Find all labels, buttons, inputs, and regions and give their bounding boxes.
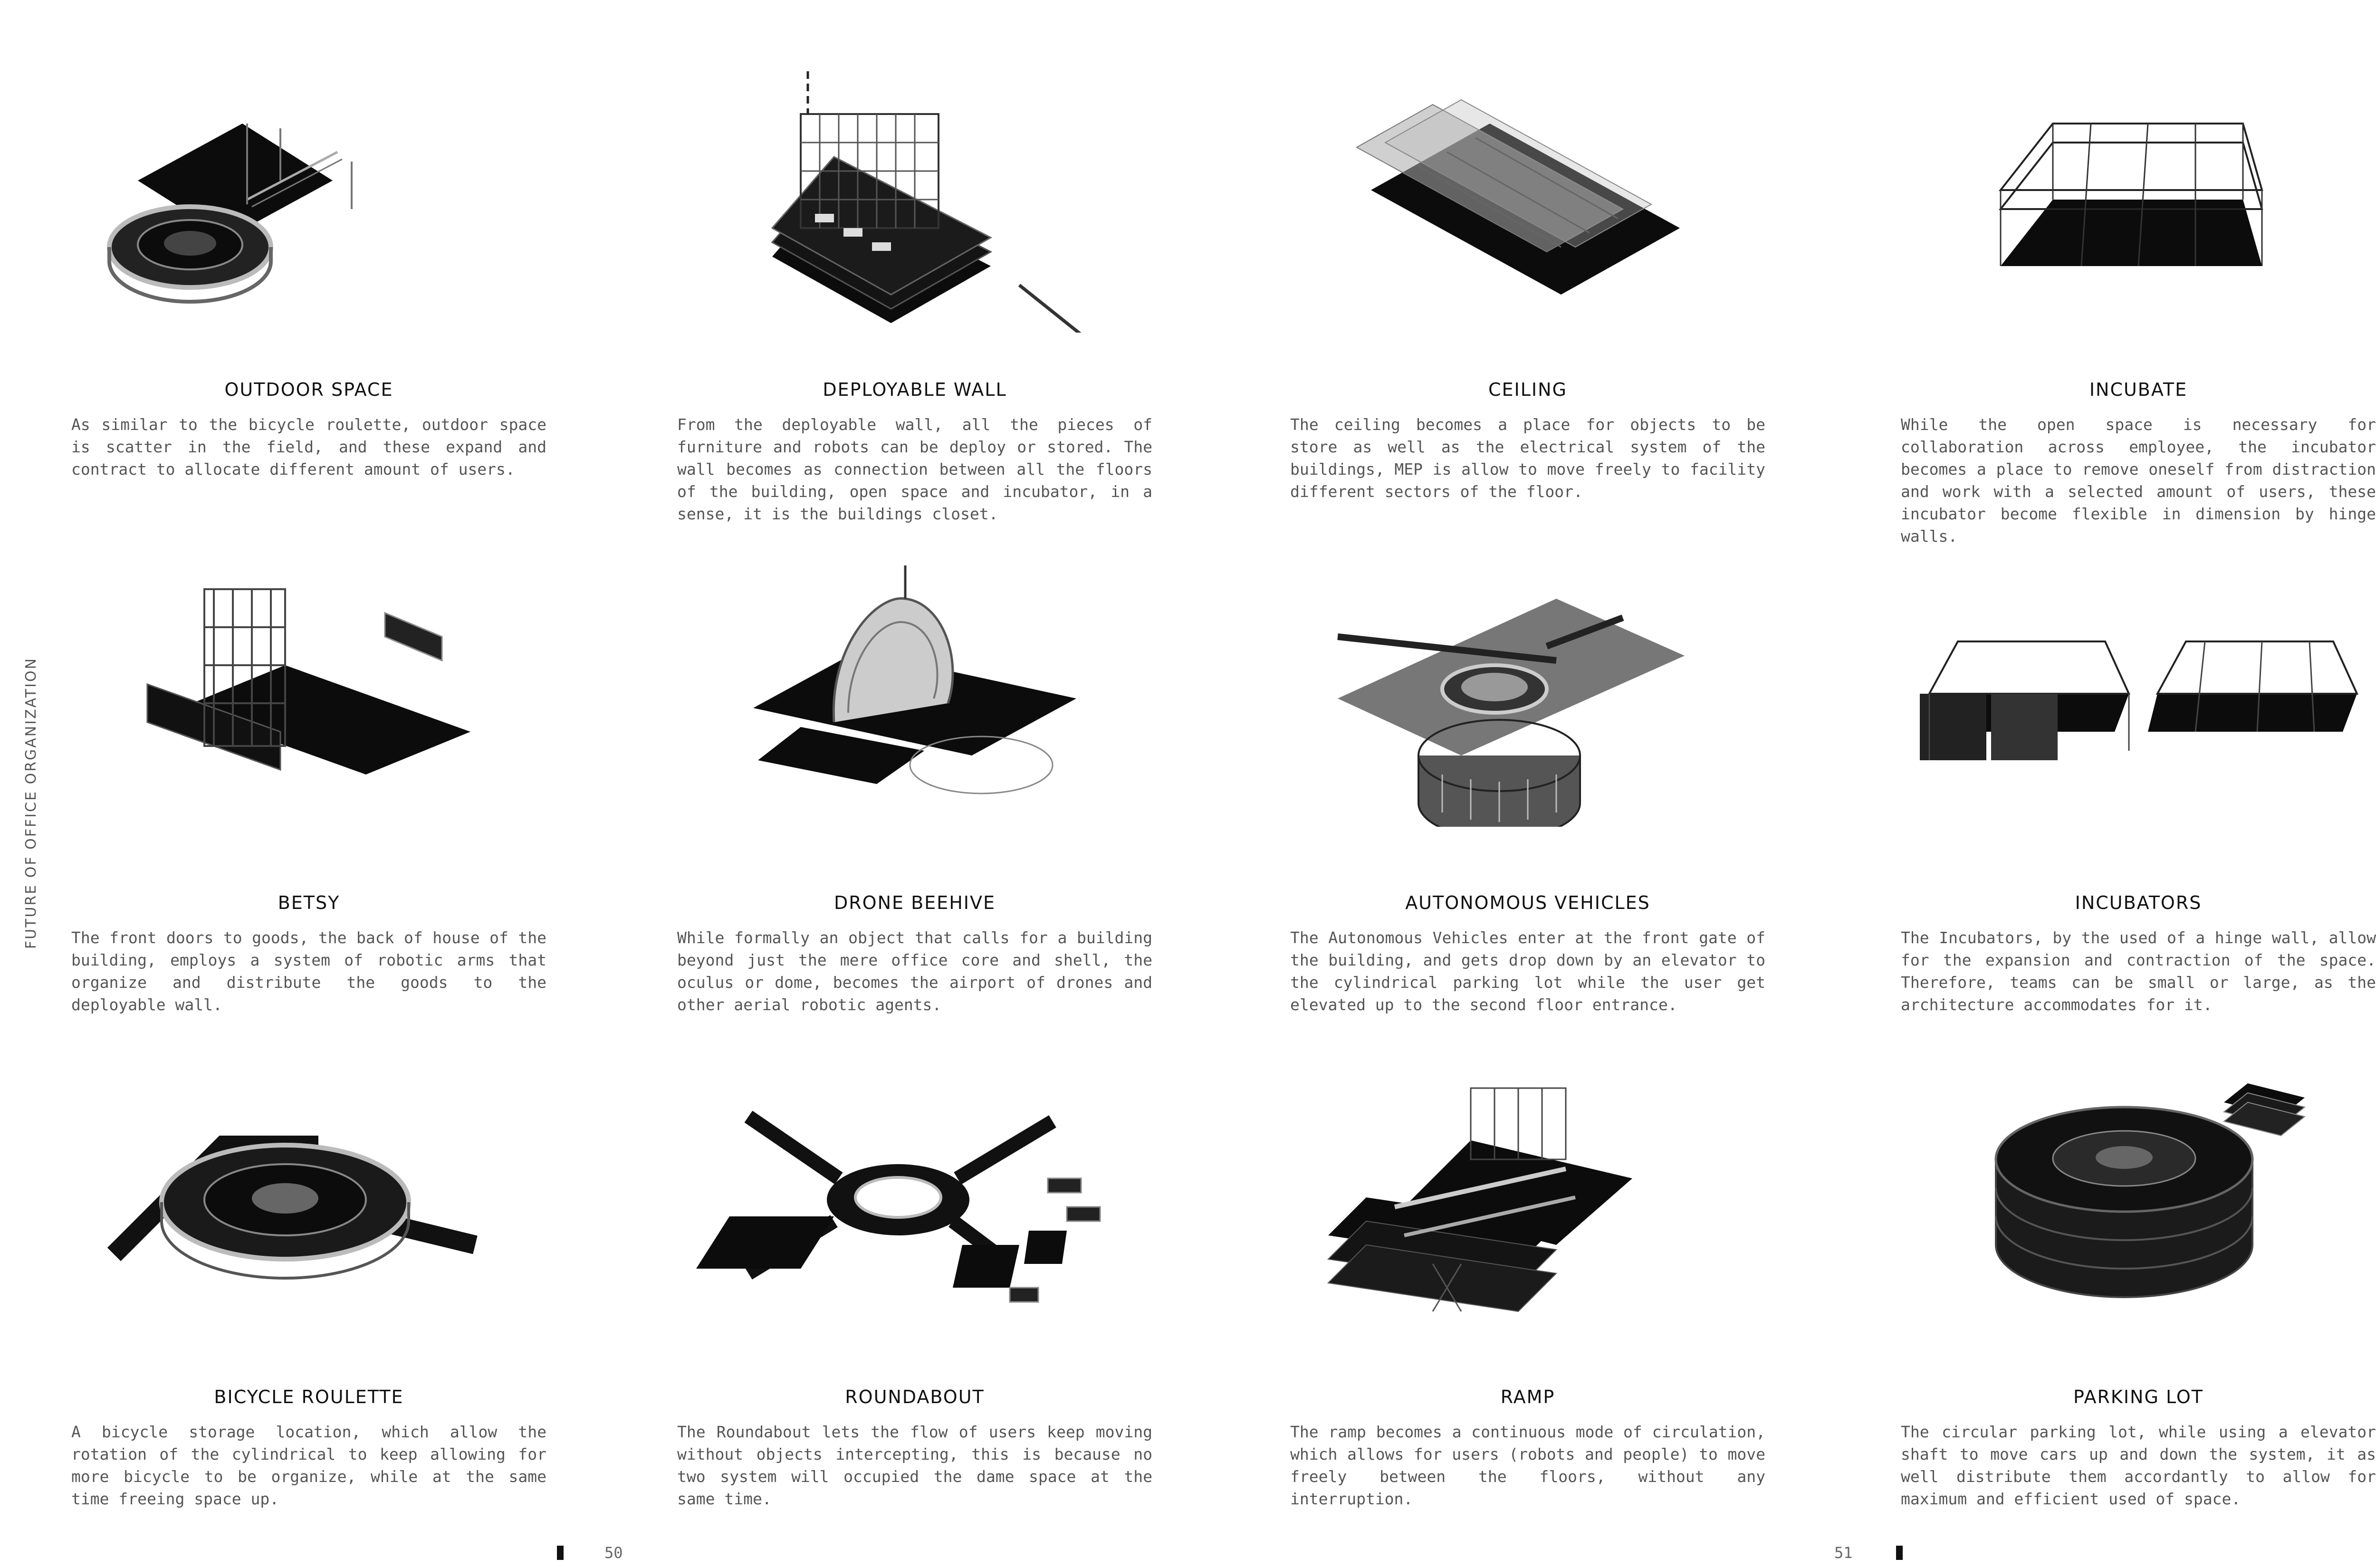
item-title: PARKING LOT bbox=[2073, 1386, 2204, 1407]
outdoor-space-diagram bbox=[71, 57, 546, 333]
ceiling-diagram bbox=[1290, 57, 1765, 333]
item-title: BETSY bbox=[278, 892, 340, 913]
parking-lot-diagram bbox=[1901, 1064, 2376, 1340]
item-description: As similar to the bicycle roulette, outdoor space is scatter in the field, and these expand and contract to allocate different amount of users. bbox=[71, 415, 546, 478]
item-description: The circular parking lot, while using a elevator shaft to move cars up and down the system, it as well distribute them accordantly to allow for maximum and efficient used of space. bbox=[1901, 1423, 2376, 1508]
item-description: From the deployable wall, all the pieces of furniture and robots can be deploy or stored. The wall becomes as connection between all the floors of the building, open space and incubator, in a sense, it is the buildings closet. bbox=[677, 415, 1152, 523]
item-description: While formally an object that calls for a building beyond just the mere office core and shell, the oculus or dome, becomes the airport of drones and other aerial robotic agents. bbox=[677, 928, 1152, 1014]
item-title: DEPLOYABLE WALL bbox=[823, 379, 1007, 400]
bicycle-roulette-diagram bbox=[71, 1064, 546, 1340]
item-title: CEILING bbox=[1488, 379, 1567, 400]
item-description: The ceiling becomes a place for objects to be store as well as the electrical system of the buildings, MEP is allow to move freely to facility different sectors of the floor. bbox=[1290, 415, 1765, 501]
page-number-left: 50 bbox=[604, 1544, 623, 1562]
sidebar-left-label: FUTURE OF OFFICE ORGANIZATION bbox=[23, 657, 39, 949]
deployable-wall-diagram bbox=[677, 57, 1152, 333]
item-title: AUTONOMOUS VEHICLES bbox=[1405, 892, 1650, 913]
page-number-right: 51 bbox=[1834, 1544, 1853, 1562]
page-marker-right bbox=[1896, 1546, 1903, 1560]
drone-beehive-diagram bbox=[677, 551, 1152, 827]
roundabout-diagram bbox=[677, 1064, 1152, 1340]
item-description: The front doors to goods, the back of house of the building, employs a system of robotic arms that organize and distribute the goods to the deployable wall. bbox=[71, 928, 546, 1014]
item-description: The Roundabout lets the flow of users keep moving without objects intercepting, this is because no two system will occupied the dame space at the same time. bbox=[677, 1423, 1152, 1508]
item-title: ROUNDABOUT bbox=[845, 1386, 985, 1407]
item-title: INCUBATE bbox=[2089, 379, 2188, 400]
item-description: A bicycle storage location, which allow the rotation of the cylindrical to keep allowing for more bicycle to be organize, while at the same time freeing space up. bbox=[71, 1423, 546, 1508]
item-title: OUTDOOR SPACE bbox=[224, 379, 393, 400]
betsy-diagram bbox=[71, 551, 546, 827]
incubators-diagram bbox=[1901, 551, 2376, 827]
page-marker-left bbox=[557, 1546, 564, 1560]
incubate-diagram bbox=[1901, 57, 2376, 333]
item-description: The Autonomous Vehicles enter at the front gate of the building, and gets drop down by an elevator to the cylindrical parking lot while the user get elevated up to the second floor entrance. bbox=[1290, 928, 1765, 1014]
item-description: The ramp becomes a continuous mode of circulation, which allows for users (robots and people) to move freely between the floors, without any interruption. bbox=[1290, 1423, 1765, 1508]
item-description: While the open space is necessary for collaboration across employee, the incubator becomes a place to remove oneself from distraction and work with a selected amount of users, these incubator become flexible in dimension by hinge walls. bbox=[1901, 415, 2376, 545]
item-title: DRONE BEEHIVE bbox=[834, 892, 996, 913]
item-title: RAMP bbox=[1500, 1386, 1555, 1407]
item-title: BICYCLE ROULETTE bbox=[214, 1386, 404, 1407]
ramp-diagram bbox=[1290, 1064, 1765, 1340]
item-description: The Incubators, by the used of a hinge wall, allow for the expansion and contraction of the space. Therefore, teams can be small or large, as the architecture accommodates for it. bbox=[1901, 928, 2376, 1014]
item-title: INCUBATORS bbox=[2075, 892, 2202, 913]
autonomous-vehicles-diagram bbox=[1290, 551, 1765, 827]
